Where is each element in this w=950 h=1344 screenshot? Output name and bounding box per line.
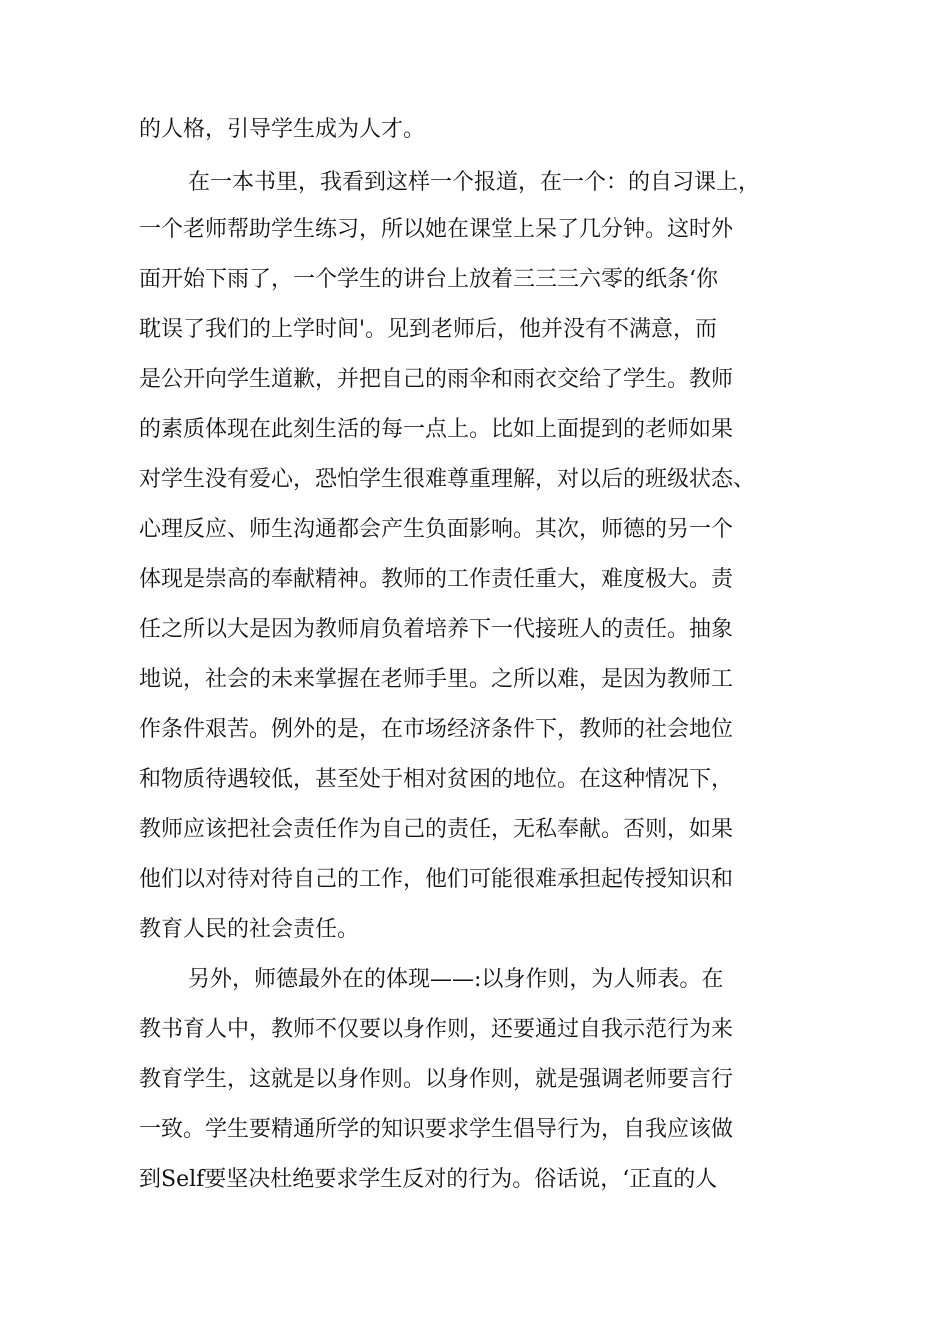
text-line: 作条件艰苦。例外的是，在市场经济条件下，教师的社会地位	[139, 717, 734, 742]
text-line: 一致。学生要精通所学的知识要求学生倡导行为，自我应该做	[139, 1117, 734, 1142]
text-line: 耽误了我们的上学时间'。见到老师后，他并没有不满意，而	[139, 317, 718, 342]
text-line: 到Self要坚决杜绝要求学生反对的行为。俗话说，‘正直的人	[139, 1167, 718, 1192]
text-line: 教书育人中，教师不仅要以身作则，还要通过自我示范行为来	[139, 1017, 734, 1042]
text-line: 面开始下雨了，一个学生的讲台上放着三三三六零的纸条‘你	[139, 267, 718, 292]
text-line: 和物质待遇较低，甚至处于相对贫困的地位。在这种情况下，	[139, 767, 734, 792]
text-line: 是公开向学生道歉，并把自己的雨伞和雨衣交给了学生。教师	[139, 367, 734, 392]
text-line: 教育人民的社会责任。	[139, 917, 360, 942]
text-line: 在一本书里，我看到这样一个报道，在一个：的自习课上，	[188, 170, 761, 195]
text-line: 一个老师帮助学生练习，所以她在课堂上呆了几分钟。这时外	[139, 217, 734, 242]
text-line: 对学生没有爱心，恐怕学生很难尊重理解，对以后的班级状态、	[139, 467, 756, 492]
text-line: 任之所以大是因为教师肩负着培养下一代接班人的责任。抽象	[139, 617, 734, 642]
text-line: 地说，社会的未来掌握在老师手里。之所以难，是因为教师工	[139, 667, 734, 692]
text-line: 的人格，引导学生成为人才。	[139, 117, 426, 142]
text-line: 教育学生，这就是以身作则。以身作则，就是强调老师要言行	[139, 1067, 734, 1092]
text-line: 教师应该把社会责任作为自己的责任，无私奉献。否则，如果	[139, 817, 734, 842]
text-line: 他们以对待对待自己的工作，他们可能很难承担起传授知识和	[139, 867, 734, 892]
text-line: 心理反应、师生沟通都会产生负面影响。其次，师德的另一个	[139, 517, 734, 542]
text-line: 体现是崇高的奉献精神。教师的工作责任重大，难度极大。责	[139, 567, 734, 592]
text-line: 的素质体现在此刻生活的每一点上。比如上面提到的老师如果	[139, 417, 734, 442]
text-line: 另外，师德最外在的体现——:以身作则，为人师表。在	[188, 967, 724, 992]
